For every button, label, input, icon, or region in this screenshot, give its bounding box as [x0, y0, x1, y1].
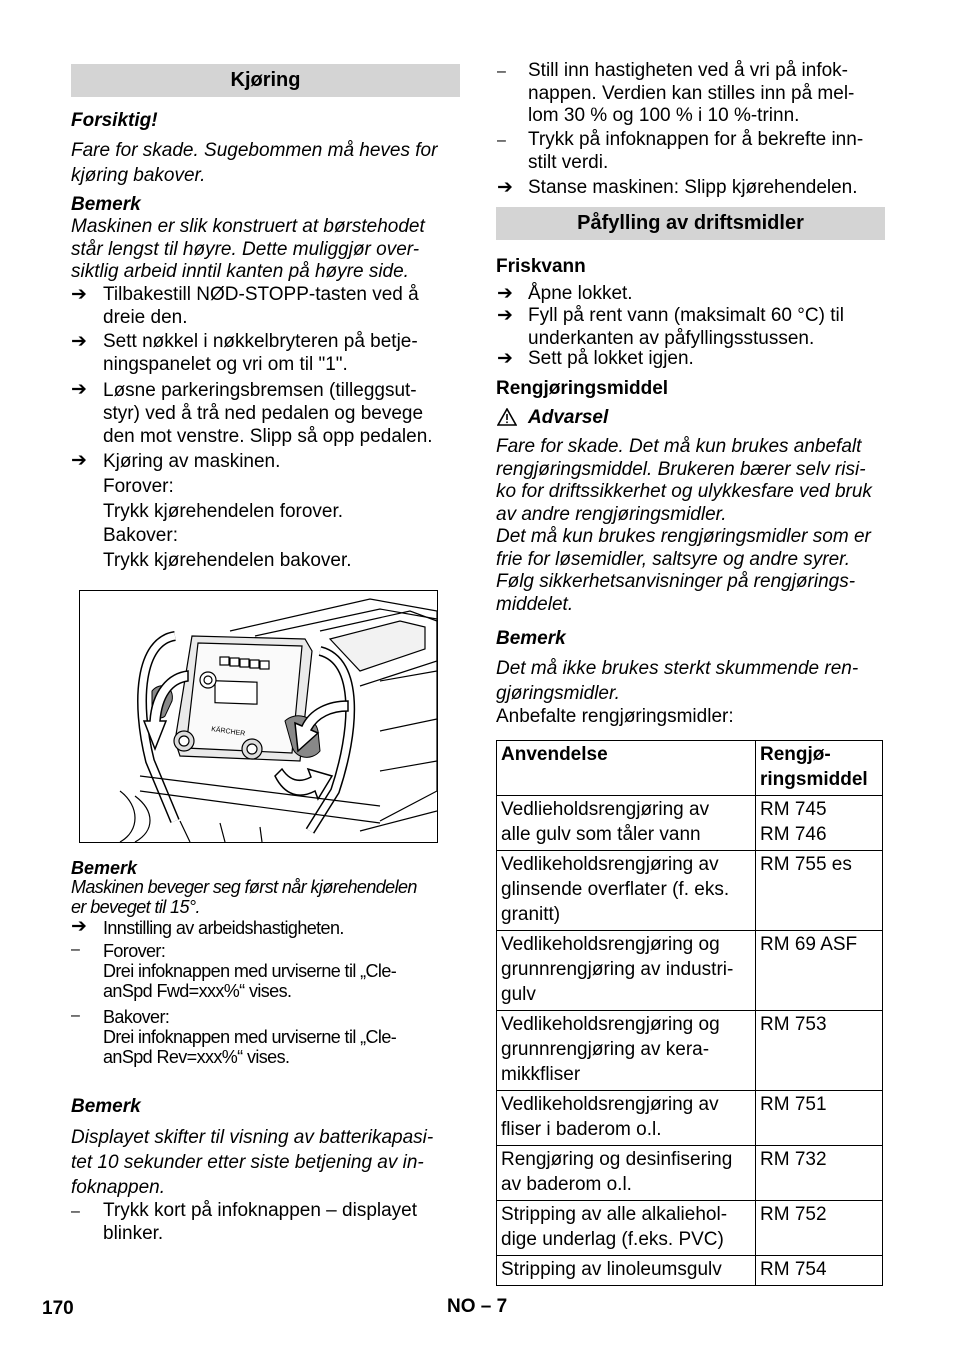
dash-bullet: –	[71, 1203, 80, 1220]
caution-title: Forsiktig!	[71, 110, 158, 131]
warning-text: Fare for skade. Det må kun brukes anbefalt rengjøringsmiddel. Brukeren bærer selv risi- ko for driftssikkerhet og ulykkesfare ved bruk av andre rengjøringsmidler. Det må kun brukes rengjøringsmidler som er frie for løsemidler, saltsyre og andre syrer. Følg sikkerhetsanvisninger på rengjørings- middelet.	[496, 436, 872, 615]
section-page-label: NO – 7	[447, 1296, 508, 1317]
table-cell: RM 751	[756, 1091, 883, 1146]
detergent-table	[496, 740, 883, 1286]
note-title: Bemerk	[71, 1096, 141, 1117]
table-cell: RM 732	[756, 1146, 883, 1201]
table-cell: RM 69 ASF	[756, 931, 883, 1011]
arrow-icon: ➔	[497, 305, 513, 326]
dash-bullet: –	[71, 941, 80, 958]
table-row	[497, 1201, 883, 1256]
note-title: Bemerk	[71, 858, 138, 878]
table-cell: Stripping av linoleumsgulv	[497, 1256, 756, 1286]
table-cell: RM 753	[756, 1011, 883, 1091]
step-text: Trykk på infoknappen for å bekrefte inn- stilt verdi.	[528, 129, 864, 173]
table-row	[497, 1091, 883, 1146]
step-text: Still inn hastigheten ved å vri på infok- nappen. Verdien kan stilles inn på mel- lom 30 % og 100 % i 10 %-trinn.	[528, 60, 855, 126]
arrow-icon: ➔	[497, 283, 513, 304]
subheading-friskvann: Friskvann	[496, 256, 586, 277]
step-text: Stanse maskinen: Slipp kjørehendelen.	[528, 177, 858, 198]
dash-bullet: –	[497, 132, 506, 149]
panel-brand-label: KÄRCHER	[210, 726, 246, 738]
step-text: Innstilling av arbeidshastigheten.	[103, 918, 344, 938]
table-cell: Vedlikeholdsrengjøring av glinsende overflater (f. eks. granitt)	[497, 851, 756, 931]
arrow-icon: ➔	[71, 331, 87, 352]
table-row	[497, 931, 883, 1011]
recommended-label: Anbefalte rengjøringsmidler:	[496, 706, 734, 727]
step-text: Bakover: Drei infoknappen med urviserne til „Cle- anSpd Rev=xxx%“ vises.	[103, 1007, 397, 1067]
section-heading-pafylling: Påfylling av driftsmidler	[496, 207, 885, 240]
table-row	[497, 1256, 883, 1286]
step-text: Løsne parkeringsbremsen (tilleggsut- styr) ved å trå ned pedalen og bevege den mot venstre. Slipp så opp pedalen.	[103, 380, 433, 447]
dash-bullet: –	[497, 63, 506, 80]
step-text: Trykk kort på infoknappen – displayet blinker.	[103, 1200, 418, 1244]
table-row	[497, 1146, 883, 1201]
dash-bullet: –	[71, 1007, 80, 1024]
table-cell: Vedlikeholdsrengjøring og grunnrengjøring av industri- gulv	[497, 931, 756, 1011]
table-header-cell: Anvendelse	[497, 741, 756, 796]
warning-title: Advarsel	[528, 407, 609, 428]
arrow-icon: ➔	[71, 284, 87, 305]
arrow-icon: ➔	[71, 916, 87, 937]
arrow-icon: ➔	[497, 348, 513, 369]
table-header-cell: Rengjø- ringsmiddel	[756, 741, 883, 796]
step-text: Fyll på rent vann (maksimalt 60 °C) til underkanten av påfyllingsstussen.	[528, 305, 844, 349]
warning-icon	[497, 408, 517, 431]
table-cell: Vedlikeholdsrengjøring av fliser i baderom o.l.	[497, 1091, 756, 1146]
step-text: Åpne lokket.	[528, 283, 633, 304]
table-cell: Rengjøring og desinfisering av baderom o.l.	[497, 1146, 756, 1201]
arrow-icon: ➔	[497, 177, 513, 198]
table-row	[497, 851, 883, 931]
table-row	[497, 1011, 883, 1091]
step-text: Tilbakestill NØD-STOPP-tasten ved å dreie den.	[103, 284, 419, 328]
table-cell: RM 745 RM 746	[756, 796, 883, 851]
section-heading-kjoring: Kjøring	[71, 64, 460, 97]
step-text: Sett på lokket igjen.	[528, 348, 694, 369]
step-text: Forover: Drei infoknappen med urviserne til „Cle- anSpd Fwd=xxx%“ vises.	[103, 941, 397, 1001]
arrow-icon: ➔	[71, 450, 87, 471]
table-cell: RM 754	[756, 1256, 883, 1286]
arrow-icon: ➔	[71, 379, 87, 400]
note-text: Maskinen er slik konstruert at børstehodet står lengst til høyre. Dette muliggjør over- siktlig arbeid inntil kanten på høyre side.	[71, 216, 425, 282]
table-cell: RM 752	[756, 1201, 883, 1256]
caution-text: Fare for skade. Sugebommen må heves for kjøring bakover.	[71, 140, 438, 186]
table-row	[497, 796, 883, 851]
note-text: Displayet skifter til visning av batterikapasi- tet 10 sekunder etter siste betjening av in- foknappen.	[71, 1127, 434, 1198]
note-title: Bemerk	[71, 194, 141, 215]
table-cell: RM 755 es	[756, 851, 883, 931]
table-cell: Vedlikeholdsrengjøring og grunnrengjøring av kera- mikkfliser	[497, 1011, 756, 1091]
table-header-row	[497, 741, 883, 796]
table-cell: Vedlieholdsrengjøring av alle gulv som tåler vann	[497, 796, 756, 851]
note-text: Maskinen beveger seg først når kjørehendelen er beveget til 15°.	[71, 877, 417, 917]
subheading-rengjoringsmiddel: Rengjøringsmiddel	[496, 378, 669, 399]
table-cell: Stripping av alle alkaliehol- dige underlag (f.eks. PVC)	[497, 1201, 756, 1256]
page-number: 170	[42, 1298, 74, 1319]
note-title: Bemerk	[496, 628, 566, 649]
control-panel-illustration	[79, 590, 438, 843]
step-text: Sett nøkkel i nøkkelbryteren på betje- ningspanelet og vri om til "1".	[103, 331, 418, 375]
step-text: Kjøring av maskinen. Forover: Trykk kjørehendelen forover. Bakover: Trykk kjørehendelen bakover.	[103, 451, 352, 572]
note-text: Det må ikke brukes sterkt skummende ren- gjøringsmidler.	[496, 658, 859, 704]
